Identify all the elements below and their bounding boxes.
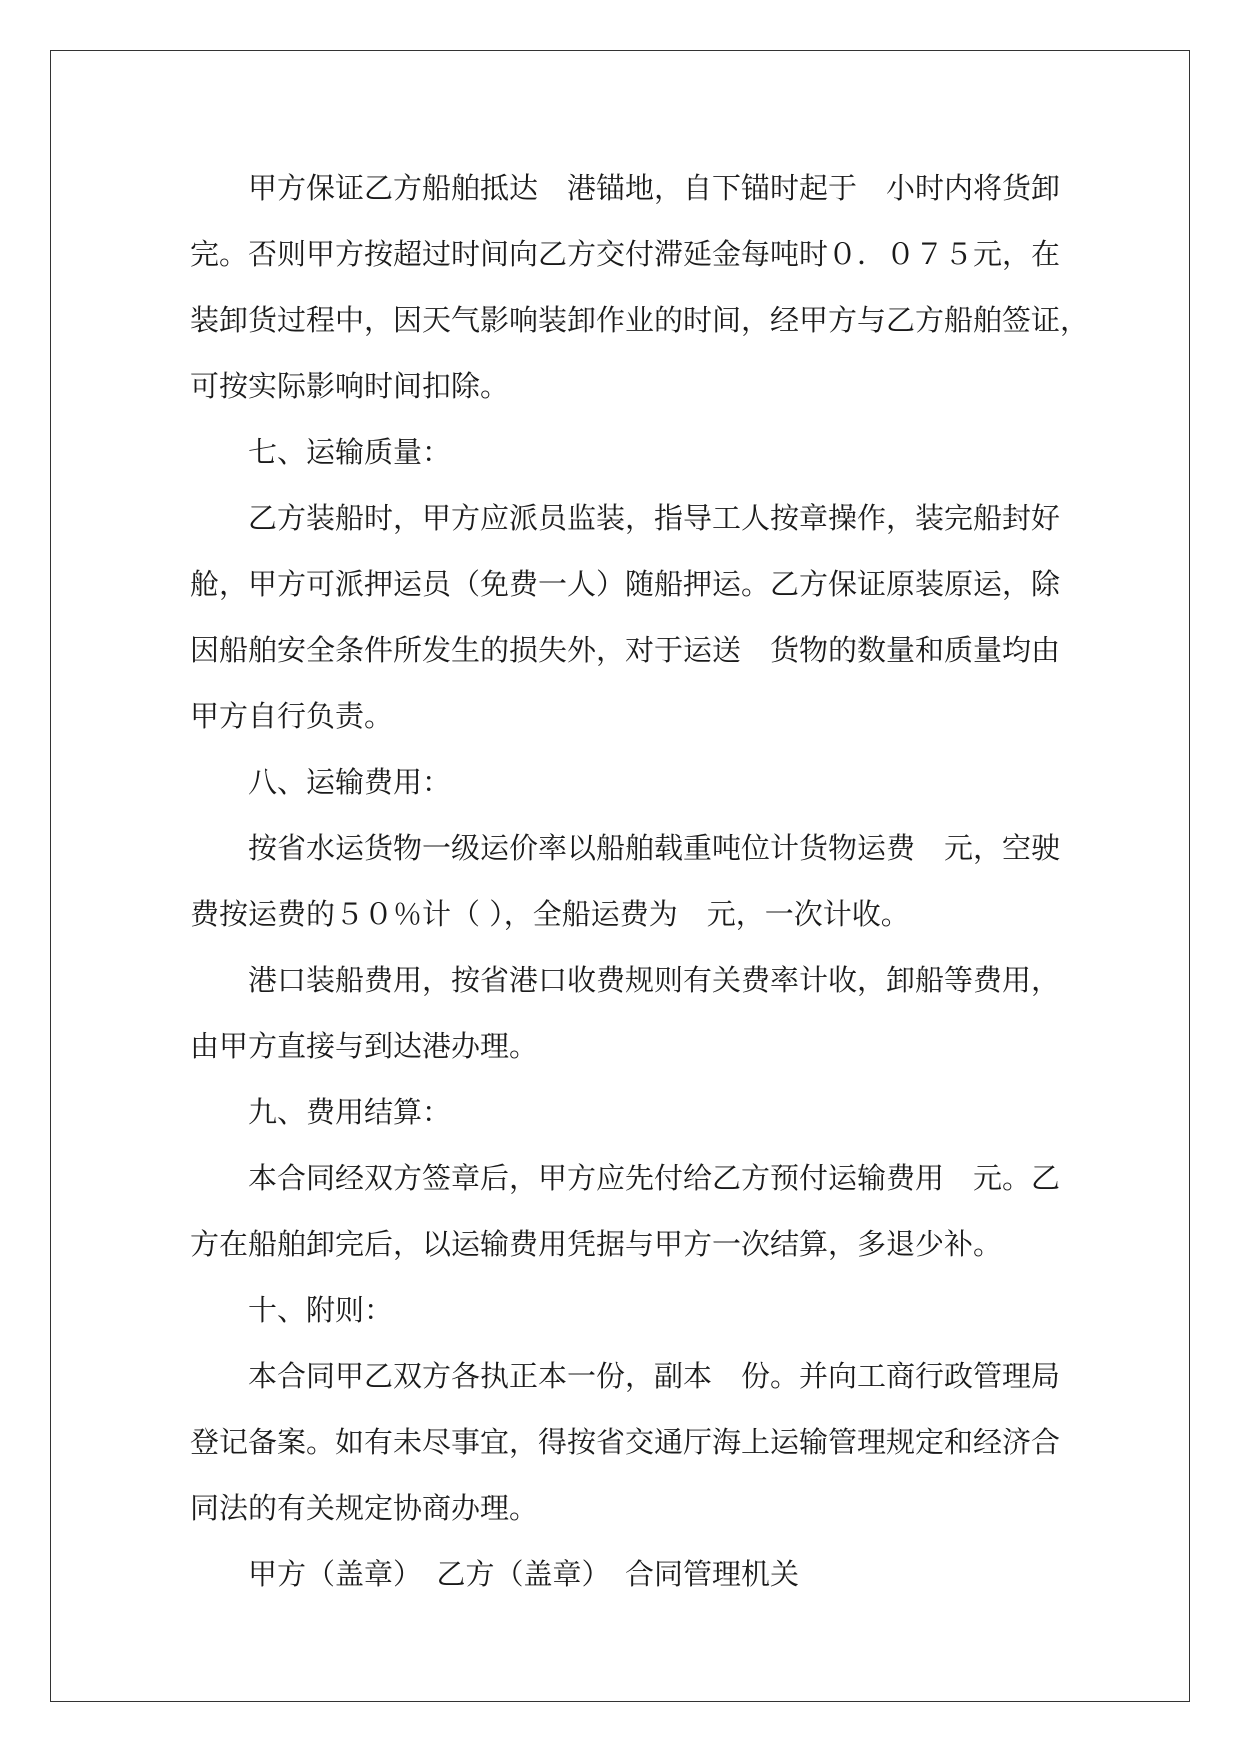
text-line: 按省水运货物一级运价率以船舶载重吨位计货物运费 元，空驶 bbox=[248, 831, 1061, 865]
text-line: 港口装船费用，按省港口收费规则有关费率计收，卸船等费用， bbox=[248, 963, 1061, 997]
text-line: 舱，甲方可派押运员（免费一人）随船押运。乙方保证原装原运，除 bbox=[190, 567, 1061, 601]
text-line: 本合同经双方签章后，甲方应先付给乙方预付运输费用 元。乙 bbox=[248, 1161, 1061, 1195]
section-heading: 九、费用结算： bbox=[248, 1095, 452, 1129]
text-line: 乙方装船时，甲方应派员监装，指导工人按章操作，装完船封好 bbox=[248, 501, 1061, 535]
text-line: 本合同甲乙双方各执正本一份，副本 份。并向工商行政管理局 bbox=[248, 1359, 1061, 1393]
section-heading: 八、运输费用： bbox=[248, 765, 452, 799]
text-line: 同法的有关规定协商办理。 bbox=[190, 1491, 539, 1525]
text-line: 由甲方直接与到达港办理。 bbox=[190, 1029, 539, 1063]
text-line: 甲方保证乙方船舶抵达 港锚地，自下锚时起于 小时内将货卸 bbox=[248, 171, 1061, 205]
text-line: 装卸货过程中，因天气影响装卸作业的时间，经甲方与乙方船舶签证， bbox=[190, 303, 1090, 337]
text-line: 可按实际影响时间扣除。 bbox=[190, 369, 510, 403]
signature-line: 甲方（盖章） 乙方（盖章） 合同管理机关 bbox=[248, 1557, 800, 1591]
document-body bbox=[190, 155, 1090, 1607]
text-line: 费按运费的５０％计（ ），全船运费为 元，一次计收。 bbox=[190, 897, 910, 931]
text-line: 登记备案。如有未尽事宜，得按省交通厅海上运输管理规定和经济合 bbox=[190, 1425, 1061, 1459]
text-line: 完。否则甲方按超过时间向乙方交付滞延金每吨时０．０７５元，在 bbox=[190, 237, 1061, 271]
section-heading: 七、运输质量： bbox=[248, 435, 452, 469]
section-heading: 十、附则： bbox=[248, 1293, 394, 1327]
text-line: 因船舶安全条件所发生的损失外，对于运送 货物的数量和质量均由 bbox=[190, 633, 1061, 667]
text-line: 甲方自行负责。 bbox=[190, 699, 394, 733]
text-line: 方在船舶卸完后，以运输费用凭据与甲方一次结算，多退少补。 bbox=[190, 1227, 1003, 1261]
